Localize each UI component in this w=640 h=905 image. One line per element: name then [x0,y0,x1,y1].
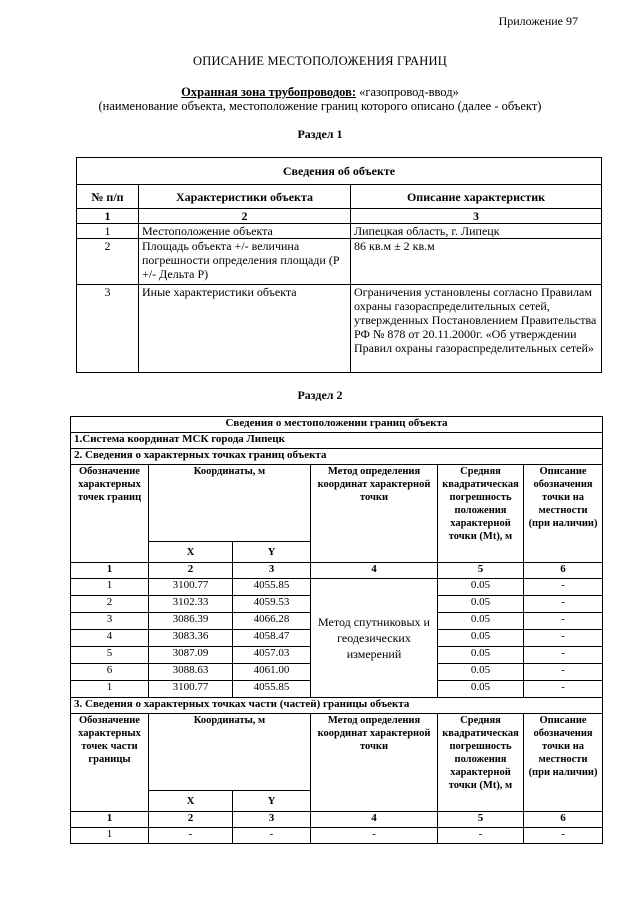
index-cell: 3 [351,209,602,224]
index-cell: 5 [438,812,524,828]
appendix-label: Приложение 97 [498,14,578,28]
point-mt: 0.05 [438,596,524,613]
index-cell: 4 [311,812,438,828]
row-num: 2 [77,239,139,285]
index-cell: 1 [77,209,139,224]
section1-label: Раздел 1 [297,127,343,141]
zone-label: Охранная зона трубопроводов: [181,85,356,99]
index-cell: 6 [524,812,603,828]
index-cell: 4 [311,563,438,579]
point-mt: 0.05 [438,681,524,698]
table-title: Сведения о местоположении границ объекта [71,417,603,433]
point-mt: 0.05 [438,630,524,647]
point-desc: - [524,681,603,698]
point-x: 3086.39 [149,613,233,630]
row-desc: Липецкая область, г. Липецк [351,224,602,239]
row-char: Иные характеристики объекта [139,285,351,373]
point-num: 1 [71,681,149,698]
point-num: 1 [71,579,149,596]
hdr-point-part: Обозначение характерных точек части границы [71,714,149,812]
index-cell: 3 [233,812,311,828]
point-x: 3087.09 [149,647,233,664]
point-y: 4055.85 [233,681,311,698]
point-num: 3 [71,613,149,630]
col-header-num: № п/п [77,185,139,209]
point-y: 4066.28 [233,613,311,630]
row-char: Площадь объекта +/- величина погрешности определения площади (Р +/- Дельта Р) [139,239,351,285]
hdr-y: Y [233,791,311,812]
table-row [77,285,602,373]
hdr-coords: Координаты, м [149,714,311,791]
row-char: Местоположение объекта [139,224,351,239]
point-method: - [311,828,438,844]
index-cell: 3 [233,563,311,579]
hdr-coords: Координаты, м [149,465,311,542]
point-y: 4059.53 [233,596,311,613]
point-mt: 0.05 [438,579,524,596]
part2-title: 2. Сведения о характерных точках границ объекта [71,449,603,465]
hdr-x: X [149,542,233,563]
hdr-method: Метод определения координат характерной точки [311,465,438,563]
index-cell: 2 [139,209,351,224]
hdr-desc: Описание обозначения точки на местности (при наличии) [524,465,603,563]
point-desc: - [524,647,603,664]
point-x: 3088.63 [149,664,233,681]
part3-title: 3. Сведения о характерных точках части (частей) границы объекта [71,698,603,714]
point-y: 4061.00 [233,664,311,681]
point-desc: - [524,828,603,844]
hdr-desc: Описание обозначения точки на местности (при наличии) [524,714,603,812]
table-row [77,224,602,239]
point-x: - [149,828,233,844]
point-desc: - [524,596,603,613]
row-desc: 86 кв.м ± 2 кв.м [351,239,602,285]
point-x: 3102.33 [149,596,233,613]
row-num: 3 [77,285,139,373]
object-subtitle: (наименование объекта, местоположение границ которого описано (далее - объект) [98,99,542,113]
point-y: 4057.03 [233,647,311,664]
table-row [77,239,602,285]
point-desc: - [524,613,603,630]
section2-label: Раздел 2 [297,388,343,402]
point-y: 4055.85 [233,579,311,596]
point-y: - [233,828,311,844]
row-desc: Ограничения установлены согласно Правилам охраны газораспределительных сетей, утвержденных Постановлением Правительства РФ № 878 от 20.11.2000г. «Об утверждении Правил охраны газораспределительных сетей» [351,285,602,373]
point-mt: 0.05 [438,647,524,664]
point-desc: - [524,664,603,681]
index-cell: 6 [524,563,603,579]
hdr-x: X [149,791,233,812]
hdr-accuracy: Средняя квадратическая погрешность положения характерной точки (Mt), м [438,714,524,812]
table-title: Сведения об объекте [77,158,602,185]
page-title: ОПИСАНИЕ МЕСТОПОЛОЖЕНИЯ ГРАНИЦ [193,54,447,68]
coord-system: 1.Система координат МСК города Липецк [71,433,603,449]
table-row [71,828,603,844]
method-cell: Метод спутниковых и геодезических измерений [311,579,438,698]
object-info-table [76,157,602,373]
index-cell: 1 [71,812,149,828]
hdr-accuracy: Средняя квадратическая погрешность положения характерной точки (Mt), м [438,465,524,563]
point-num: 4 [71,630,149,647]
point-num: 2 [71,596,149,613]
hdr-method: Метод определения координат характерной точки [311,714,438,812]
point-num: 1 [71,828,149,844]
boundary-points-table [70,416,603,844]
point-x: 3083.36 [149,630,233,647]
point-x: 3100.77 [149,681,233,698]
point-x: 3100.77 [149,579,233,596]
index-cell: 2 [149,563,233,579]
point-num: 6 [71,664,149,681]
index-cell: 2 [149,812,233,828]
point-mt: 0.05 [438,664,524,681]
object-name-line [0,85,640,100]
index-cell: 5 [438,563,524,579]
index-cell: 1 [71,563,149,579]
col-header-desc: Описание характеристик [351,185,602,209]
col-header-char: Характеристики объекта [139,185,351,209]
zone-value: «газопровод-ввод» [356,85,459,99]
hdr-point: Обозначение характерных точек границ [71,465,149,563]
row-num: 1 [77,224,139,239]
point-num: 5 [71,647,149,664]
point-desc: - [524,579,603,596]
hdr-y: Y [233,542,311,563]
point-mt: - [438,828,524,844]
point-y: 4058.47 [233,630,311,647]
point-desc: - [524,630,603,647]
point-mt: 0.05 [438,613,524,630]
table-row [71,579,603,596]
